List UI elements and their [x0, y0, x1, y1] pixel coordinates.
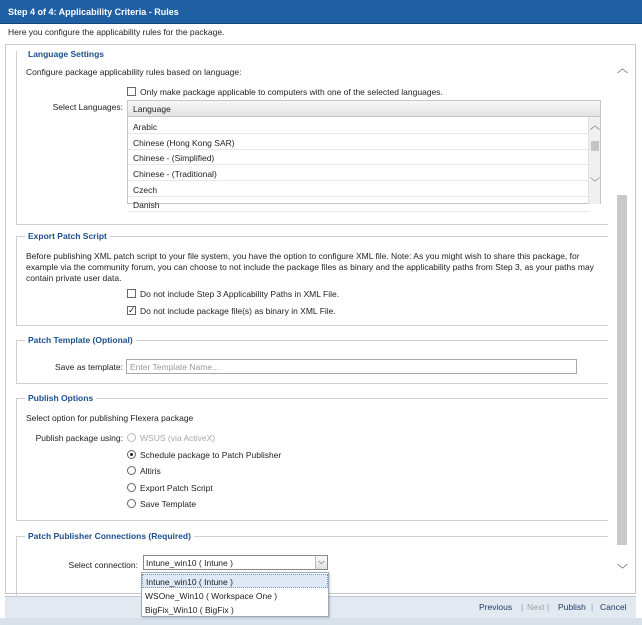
publish-options-legend: Publish Options [25, 393, 96, 403]
main-scroll-down-icon[interactable]: ﹀ [617, 564, 628, 576]
connections-legend: Patch Publisher Connections (Required) [25, 531, 194, 541]
connection-option-bigfix[interactable]: BigFix_Win10 ( BigFix ) [145, 605, 234, 615]
next-button[interactable]: Next [527, 602, 545, 612]
exclude-paths-label: Do not include Step 3 Applicability Paths in XML File. [140, 289, 340, 299]
connection-select-value: Intune_win10 ( Intune ) [146, 558, 233, 568]
publish-wsus-radio[interactable] [127, 433, 136, 442]
publish-using-label: Publish package using: [35, 433, 123, 443]
publish-save-template-label: Save Template [140, 499, 197, 509]
language-row[interactable]: Danish [128, 197, 590, 212]
connection-option-intune[interactable]: Intune_win10 ( Intune ) [142, 574, 328, 588]
publish-save-template-radio[interactable] [127, 499, 136, 508]
main-scroll-thumb[interactable] [617, 195, 627, 545]
language-row[interactable]: Czech [128, 182, 590, 197]
language-description: Configure package applicability rules based on language: [26, 67, 242, 77]
language-row[interactable]: Arabic [128, 119, 590, 134]
only-selected-languages-checkbox[interactable] [127, 87, 136, 96]
chevron-down-icon[interactable]: ⌵ [315, 556, 327, 569]
main-scroll-up-icon[interactable]: ︿ [617, 63, 628, 75]
wizard-content[interactable] [5, 44, 636, 594]
publish-button[interactable]: Publish [558, 602, 586, 612]
export-patch-description: Before publishing XML patch script to your file system, you have the option to configure XML file. Note: As you might wish to share this package, for example via the community forum, you can choose to not include the package files as binary and the applicability paths from Step 3, as your paths may contain private user data. [26, 251, 594, 283]
only-selected-languages-label: Only make package applicable to computers with one of the selected languages. [140, 87, 443, 97]
publish-options-description: Select option for publishing Flexera package [26, 413, 194, 423]
connection-dropdown-list[interactable] [141, 572, 329, 617]
footer-separator: | [591, 602, 594, 612]
language-row[interactable]: Chinese - (Simplified) [128, 150, 590, 165]
wizard-title: Step 4 of 4: Applicability Criteria - Rules [0, 0, 642, 24]
exclude-binary-label: Do not include package file(s) as binary in XML File. [140, 306, 336, 316]
scroll-up-icon[interactable]: ︿ [590, 121, 600, 132]
wizard-subtitle: Here you configure the applicability rules for the package. [8, 27, 225, 37]
connection-select[interactable] [143, 555, 328, 570]
languages-grid[interactable] [127, 100, 601, 210]
connection-option-wsone[interactable]: WSOne_Win10 ( Workspace One ) [145, 591, 278, 601]
publish-wsus-label: WSUS (via ActiveX) [140, 433, 216, 443]
export-patch-legend: Export Patch Script [25, 231, 110, 241]
language-settings-legend: Language Settings [25, 49, 107, 59]
patch-template-legend: Patch Template (Optional) [25, 335, 136, 345]
publish-altiris-label: Altiris [140, 466, 161, 476]
select-languages-label: Select Languages: [52, 102, 123, 112]
main-scrollbar[interactable] [611, 45, 635, 593]
language-row[interactable]: Chinese (Hong Kong SAR) [128, 135, 590, 150]
template-name-input[interactable] [126, 359, 577, 374]
exclude-binary-checkbox[interactable]: ✓ [128, 305, 136, 315]
save-as-template-label: Save as template: [54, 362, 123, 372]
window-bottom-bar [0, 618, 642, 625]
scroll-down-icon[interactable]: ﹀ [590, 178, 600, 189]
languages-scrollbar[interactable] [588, 117, 600, 204]
publish-patch-publisher-label: Schedule package to Patch Publisher [140, 450, 282, 460]
languages-scroll-thumb[interactable] [591, 141, 599, 151]
publish-altiris-radio[interactable] [127, 466, 136, 475]
previous-button[interactable]: Previous [479, 602, 513, 612]
language-row[interactable]: Chinese - (Traditional) [128, 166, 590, 181]
footer-separator: | [547, 602, 550, 612]
publish-export-script-radio[interactable] [127, 483, 136, 492]
publish-patch-publisher-radio[interactable] [127, 450, 136, 459]
language-column-header[interactable]: Language [128, 101, 600, 117]
publish-export-script-label: Export Patch Script [140, 483, 213, 493]
exclude-paths-checkbox[interactable] [127, 289, 136, 298]
cancel-button[interactable]: Cancel [600, 602, 627, 612]
footer-separator: | [521, 602, 524, 612]
select-connection-label: Select connection: [68, 560, 138, 570]
